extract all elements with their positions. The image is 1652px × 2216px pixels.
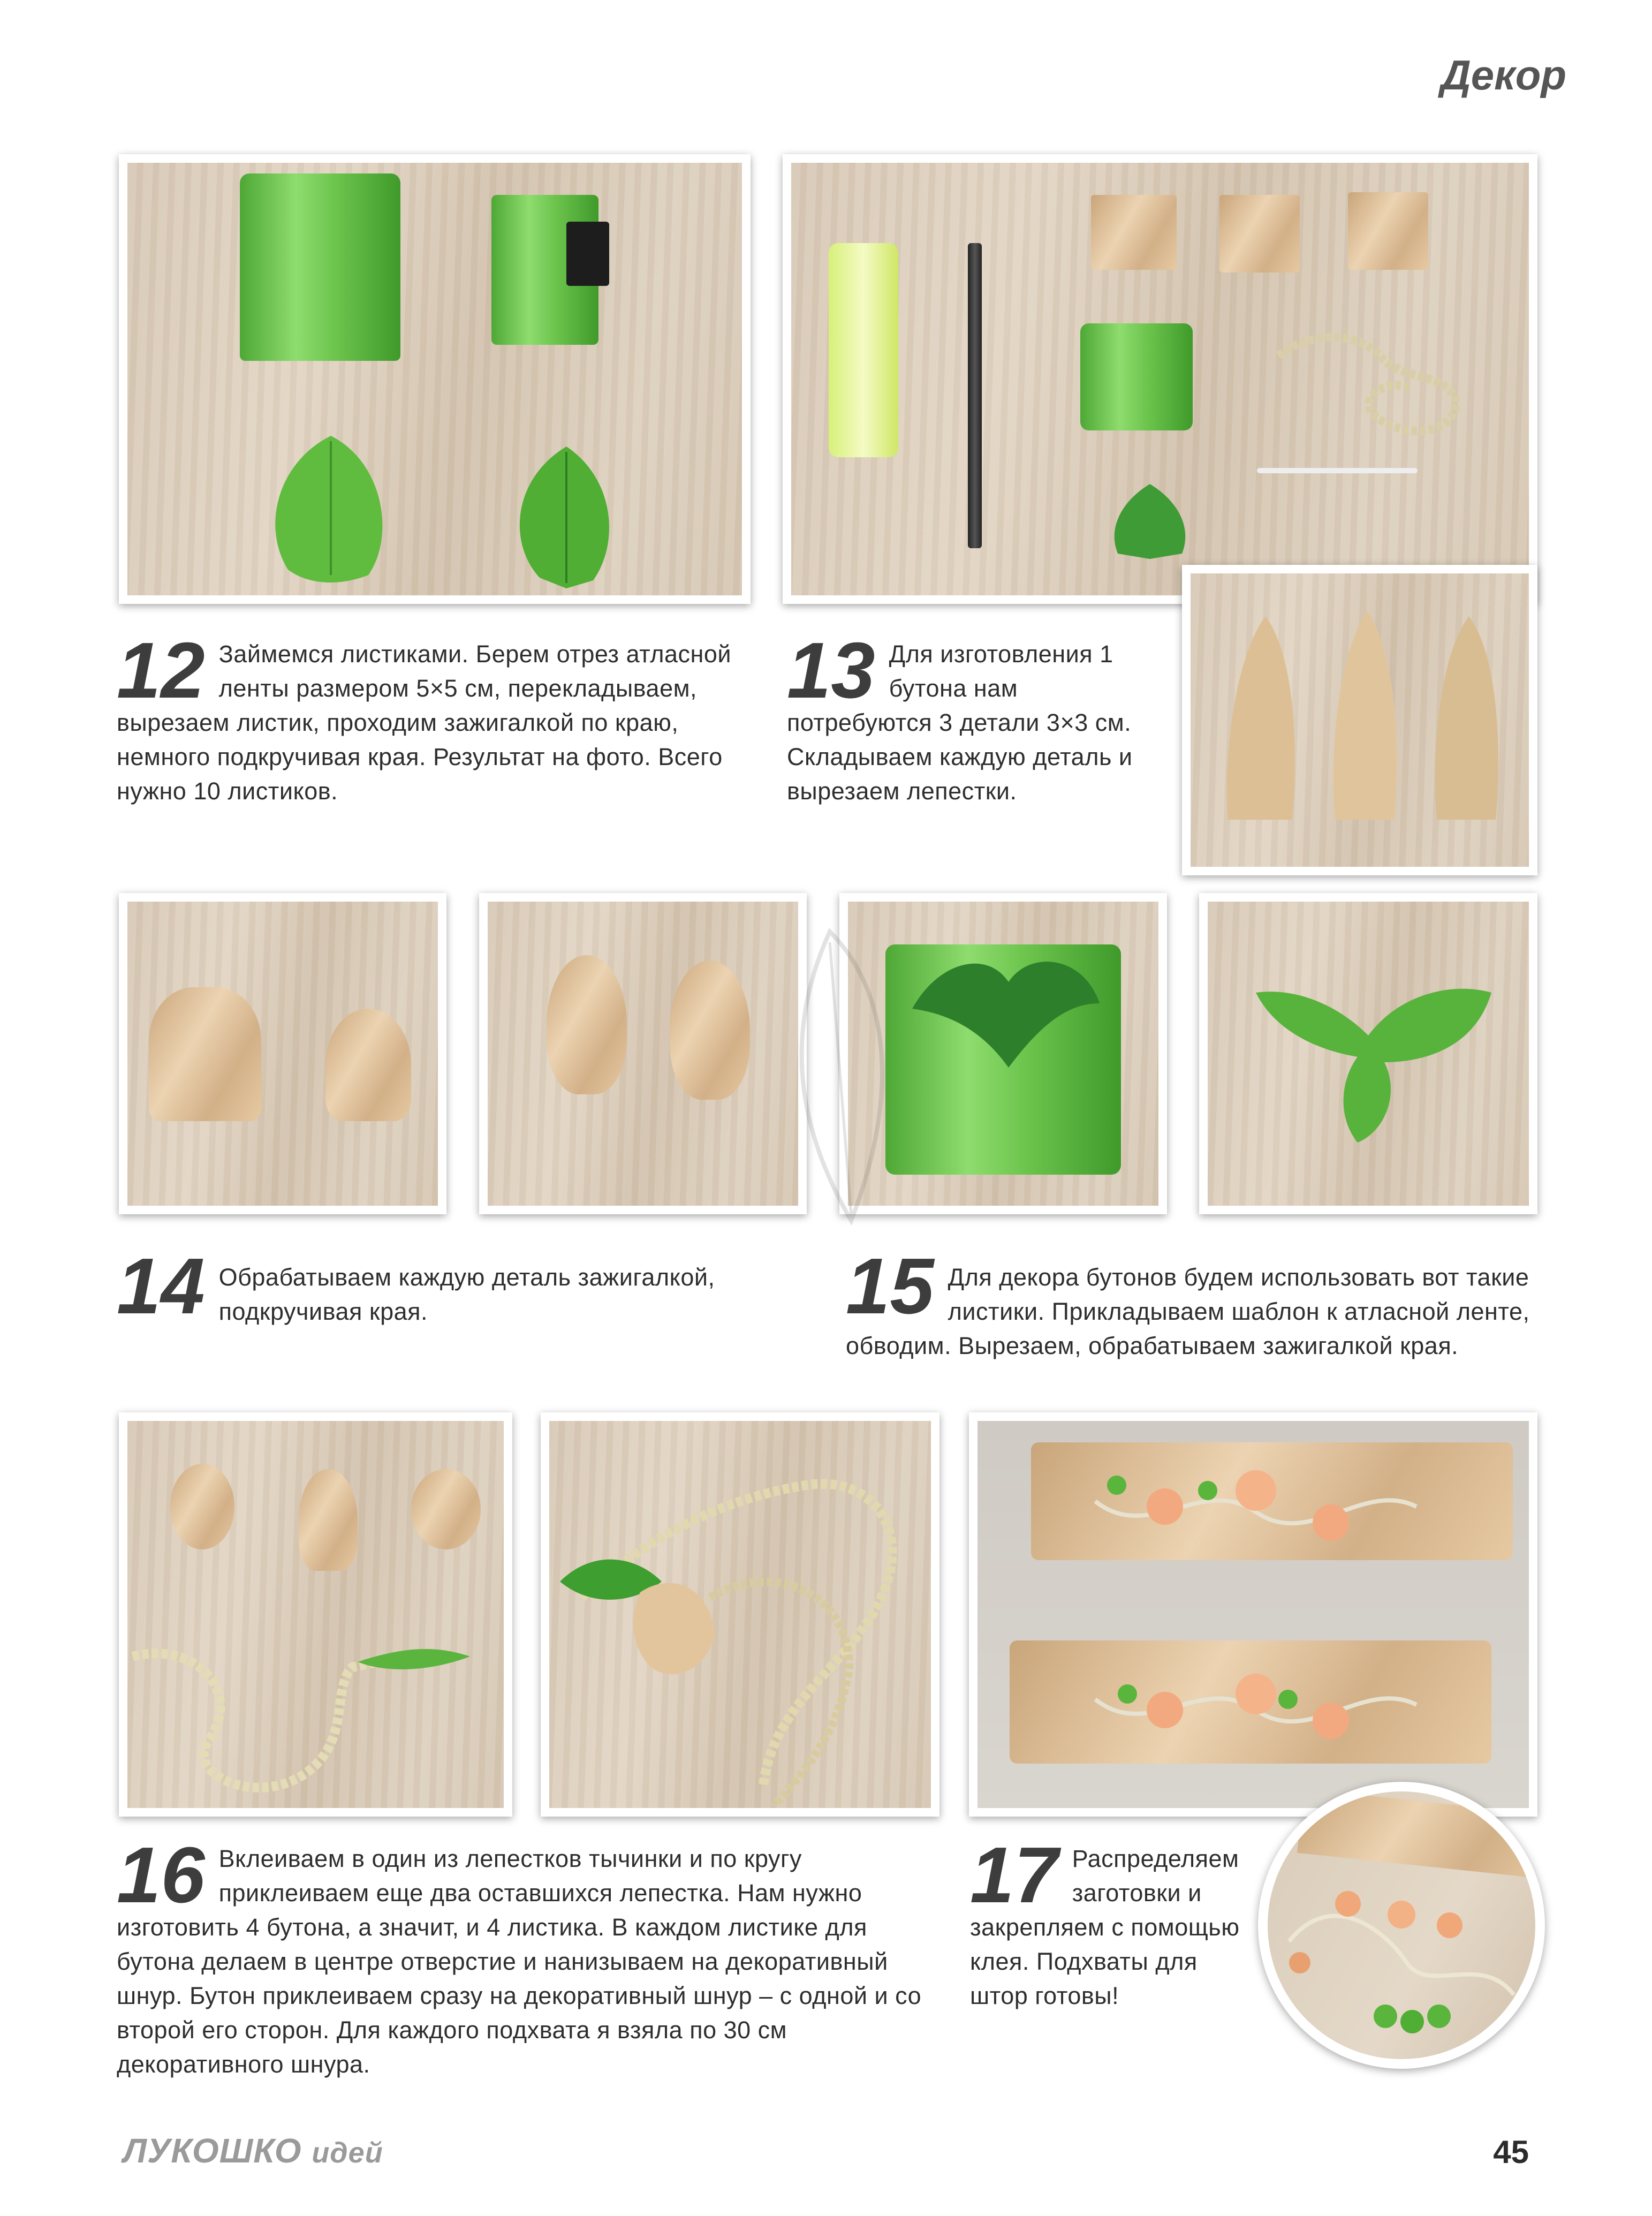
photo-step-17 [969, 1412, 1537, 1817]
step-text: Для изготовления 1 бутона нам потребуются 3 детали 3×3 см. Складываем каждую деталь и вырезаем лепестки. [787, 640, 1133, 805]
step-text: Для декора бутонов будем использовать вот такие листики. Прикладываем шаблон к атласной ленте, обводим. Вырезаем, обрабатываем зажигалкой края. [846, 1264, 1530, 1359]
green-ribbon-roll [1080, 323, 1193, 430]
gold-square-3 [1348, 192, 1428, 270]
ribbon-roll [240, 173, 400, 361]
photo-step-13-petals [1182, 565, 1537, 875]
step-text: Распределяем заготовки и закрепляем с помощью клея. Подхваты для штор готовы! [970, 1845, 1240, 2009]
step-text: Займемся листиками. Берем отрез атласной ленты размером 5×5 см, перекладываем, вырезаем листик, проходим зажигалкой по краю, немного подкручивая края. Результат на фото. Всего нужно 10 листиков. [117, 640, 732, 805]
photo-step-16-a [119, 1412, 512, 1817]
step-12 [117, 626, 748, 808]
photo-step-17-closeup [1258, 1782, 1545, 2069]
petal-flat [149, 987, 261, 1121]
binder-clip-icon [566, 222, 609, 286]
step-text: Обрабатываем каждую деталь зажигалкой, подкручивая края. [218, 1264, 715, 1325]
step-number: 13 [787, 626, 875, 715]
bud-2 [670, 960, 750, 1100]
stamens-icon [1257, 468, 1418, 473]
closeup-flowers-icon [1268, 1856, 1535, 2059]
page-number: 45 [1493, 2134, 1529, 2170]
green-leaf-small-icon [1102, 479, 1198, 564]
step-number: 14 [117, 1242, 205, 1330]
brand-sub: идей [312, 2137, 383, 2169]
step-14 [117, 1242, 813, 1330]
photo-step-14-a [119, 893, 446, 1214]
leaf-cut-icon [261, 430, 400, 586]
step-text: Вклеиваем в один из лепестков тычинки и по кругу приклеиваем еще два оставшихся лепестка. Нам нужно изготовить 4 бутона, а значит, и 4 листика. В каждом листике для бутона делаем в центре отверстие и нанизываем на декоративный шнур. Бутон приклеиваем сразу на декоративный шнур – с одной и со второй его сторон. Для каждого подхвата я взяла по 30 см декоративного шнура. [117, 1845, 922, 2078]
petal-b [411, 1469, 481, 1549]
lighter-icon [829, 243, 898, 457]
brand-main: ЛУКОШКО [123, 2131, 302, 2170]
step-15 [846, 1242, 1536, 1363]
bud-1 [547, 955, 627, 1094]
step-16 [117, 1831, 938, 2082]
leaf-finished-icon [502, 441, 625, 591]
step-13 [787, 626, 1140, 808]
step-number: 16 [117, 1831, 205, 1919]
step-number: 15 [846, 1242, 934, 1330]
step-number: 12 [117, 626, 205, 715]
photo-step-16-b [541, 1412, 939, 1817]
photo-step-15-b [1199, 893, 1537, 1214]
leaf-cut-triple-icon [1251, 971, 1497, 1148]
bud-with-stamens [299, 1469, 358, 1571]
cord-with-bud-icon [549, 1421, 929, 1806]
kate-watermark-icon [744, 921, 921, 1242]
petal-curled [325, 1009, 411, 1121]
section-title: Декор [1441, 51, 1566, 99]
leaf-template-icon [907, 939, 1105, 1078]
step-number: 17 [970, 1831, 1058, 1919]
cord-icon [1273, 323, 1466, 452]
gold-square-1 [1091, 195, 1177, 270]
tweezers-icon [968, 243, 982, 548]
magazine-brand [123, 2131, 383, 2170]
petals-icon [1207, 606, 1528, 830]
petal-a [170, 1464, 234, 1549]
step-17 [970, 1831, 1248, 2013]
flower-decor-icon [1031, 1442, 1513, 1764]
gold-square-2 [1219, 195, 1300, 273]
photo-step-12 [119, 154, 751, 604]
cord-loop-icon [127, 1582, 502, 1806]
photo-step-13 [783, 154, 1537, 604]
